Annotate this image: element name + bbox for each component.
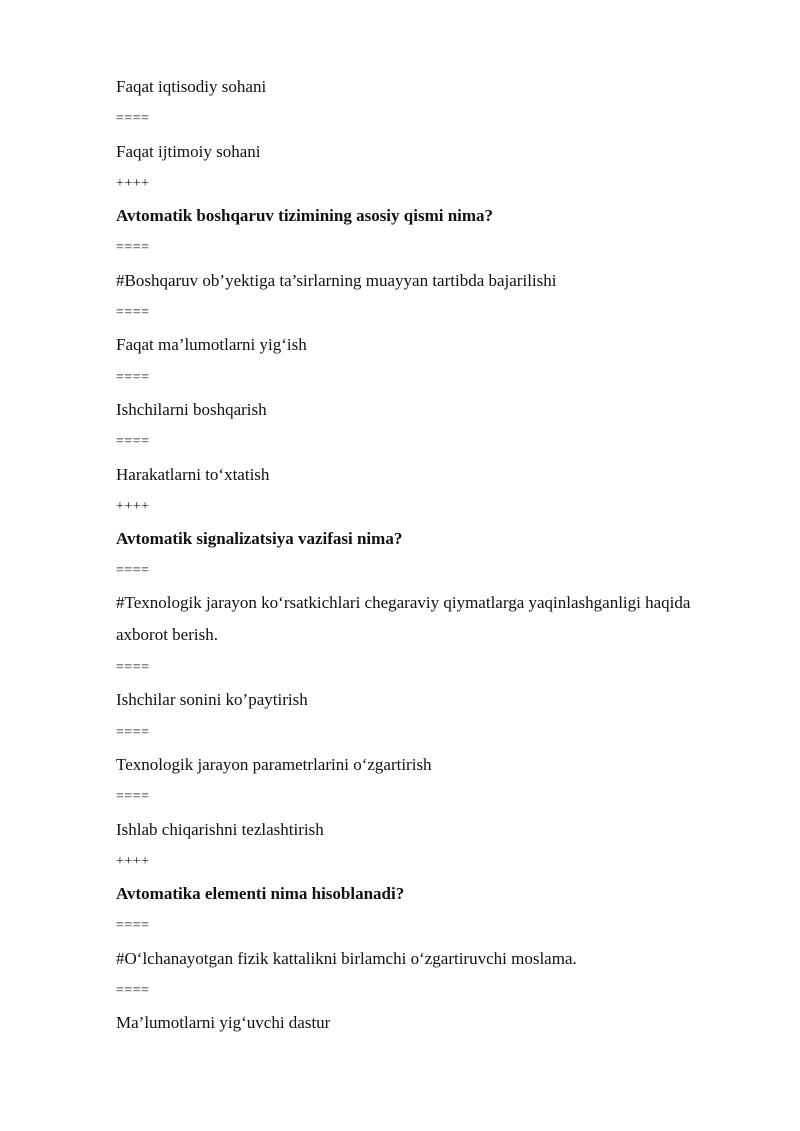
answer-option: Ishlab chiqarishni tezlashtirish (116, 819, 324, 839)
answer-option: Faqat ijtimoiy sohani (116, 141, 261, 161)
answer-option: Ma’lumotlarni yig‘uvchi dastur (116, 1013, 331, 1033)
question-separator: ++++ (116, 175, 150, 191)
question-separator: ++++ (116, 853, 150, 869)
option-separator: ==== (116, 563, 150, 579)
answer-option: Ishchilar sonini ko’paytirish (116, 690, 308, 710)
option-separator: ==== (116, 434, 150, 450)
option-separator: ==== (116, 111, 150, 127)
answer-option: Texnologik jarayon parametrlarini o‘zgartirish (116, 754, 432, 774)
answer-option: Harakatlarni to‘xtatish (116, 464, 270, 484)
option-separator: ==== (116, 240, 150, 256)
question-text: Avtomatik boshqaruv tizimining asosiy qismi nima? (116, 206, 494, 226)
option-separator: ==== (116, 983, 150, 999)
option-separator: ==== (116, 918, 150, 934)
option-separator: ==== (116, 789, 150, 805)
correct-answer-option: #Boshqaruv ob’yektiga ta’sirlarning muayyan tartibda bajarilishi (116, 270, 557, 290)
question-text: Avtomatik signalizatsiya vazifasi nima? (116, 529, 403, 549)
question-text: Avtomatika elementi nima hisoblanadi? (116, 884, 405, 904)
option-separator: ==== (116, 660, 150, 676)
question-separator: ++++ (116, 498, 150, 514)
answer-option: Faqat ma’lumotlarni yig‘ish (116, 335, 307, 355)
correct-answer-option: #O‘lchanayotgan fizik kattalikni birlamchi o‘zgartiruvchi moslama. (116, 948, 577, 968)
option-separator: ==== (116, 724, 150, 740)
answer-option: Ishchilarni boshqarish (116, 399, 267, 419)
answer-option: Faqat iqtisodiy sohani (116, 77, 267, 96)
option-separator: ==== (116, 369, 150, 385)
document-page (116, 76, 716, 1045)
option-separator: ==== (116, 305, 150, 321)
correct-answer-option: #Texnologik jarayon ko‘rsatkichlari chegaraviy qiymatlarga yaqinlashganligi haqida axborot berish. (116, 593, 691, 645)
